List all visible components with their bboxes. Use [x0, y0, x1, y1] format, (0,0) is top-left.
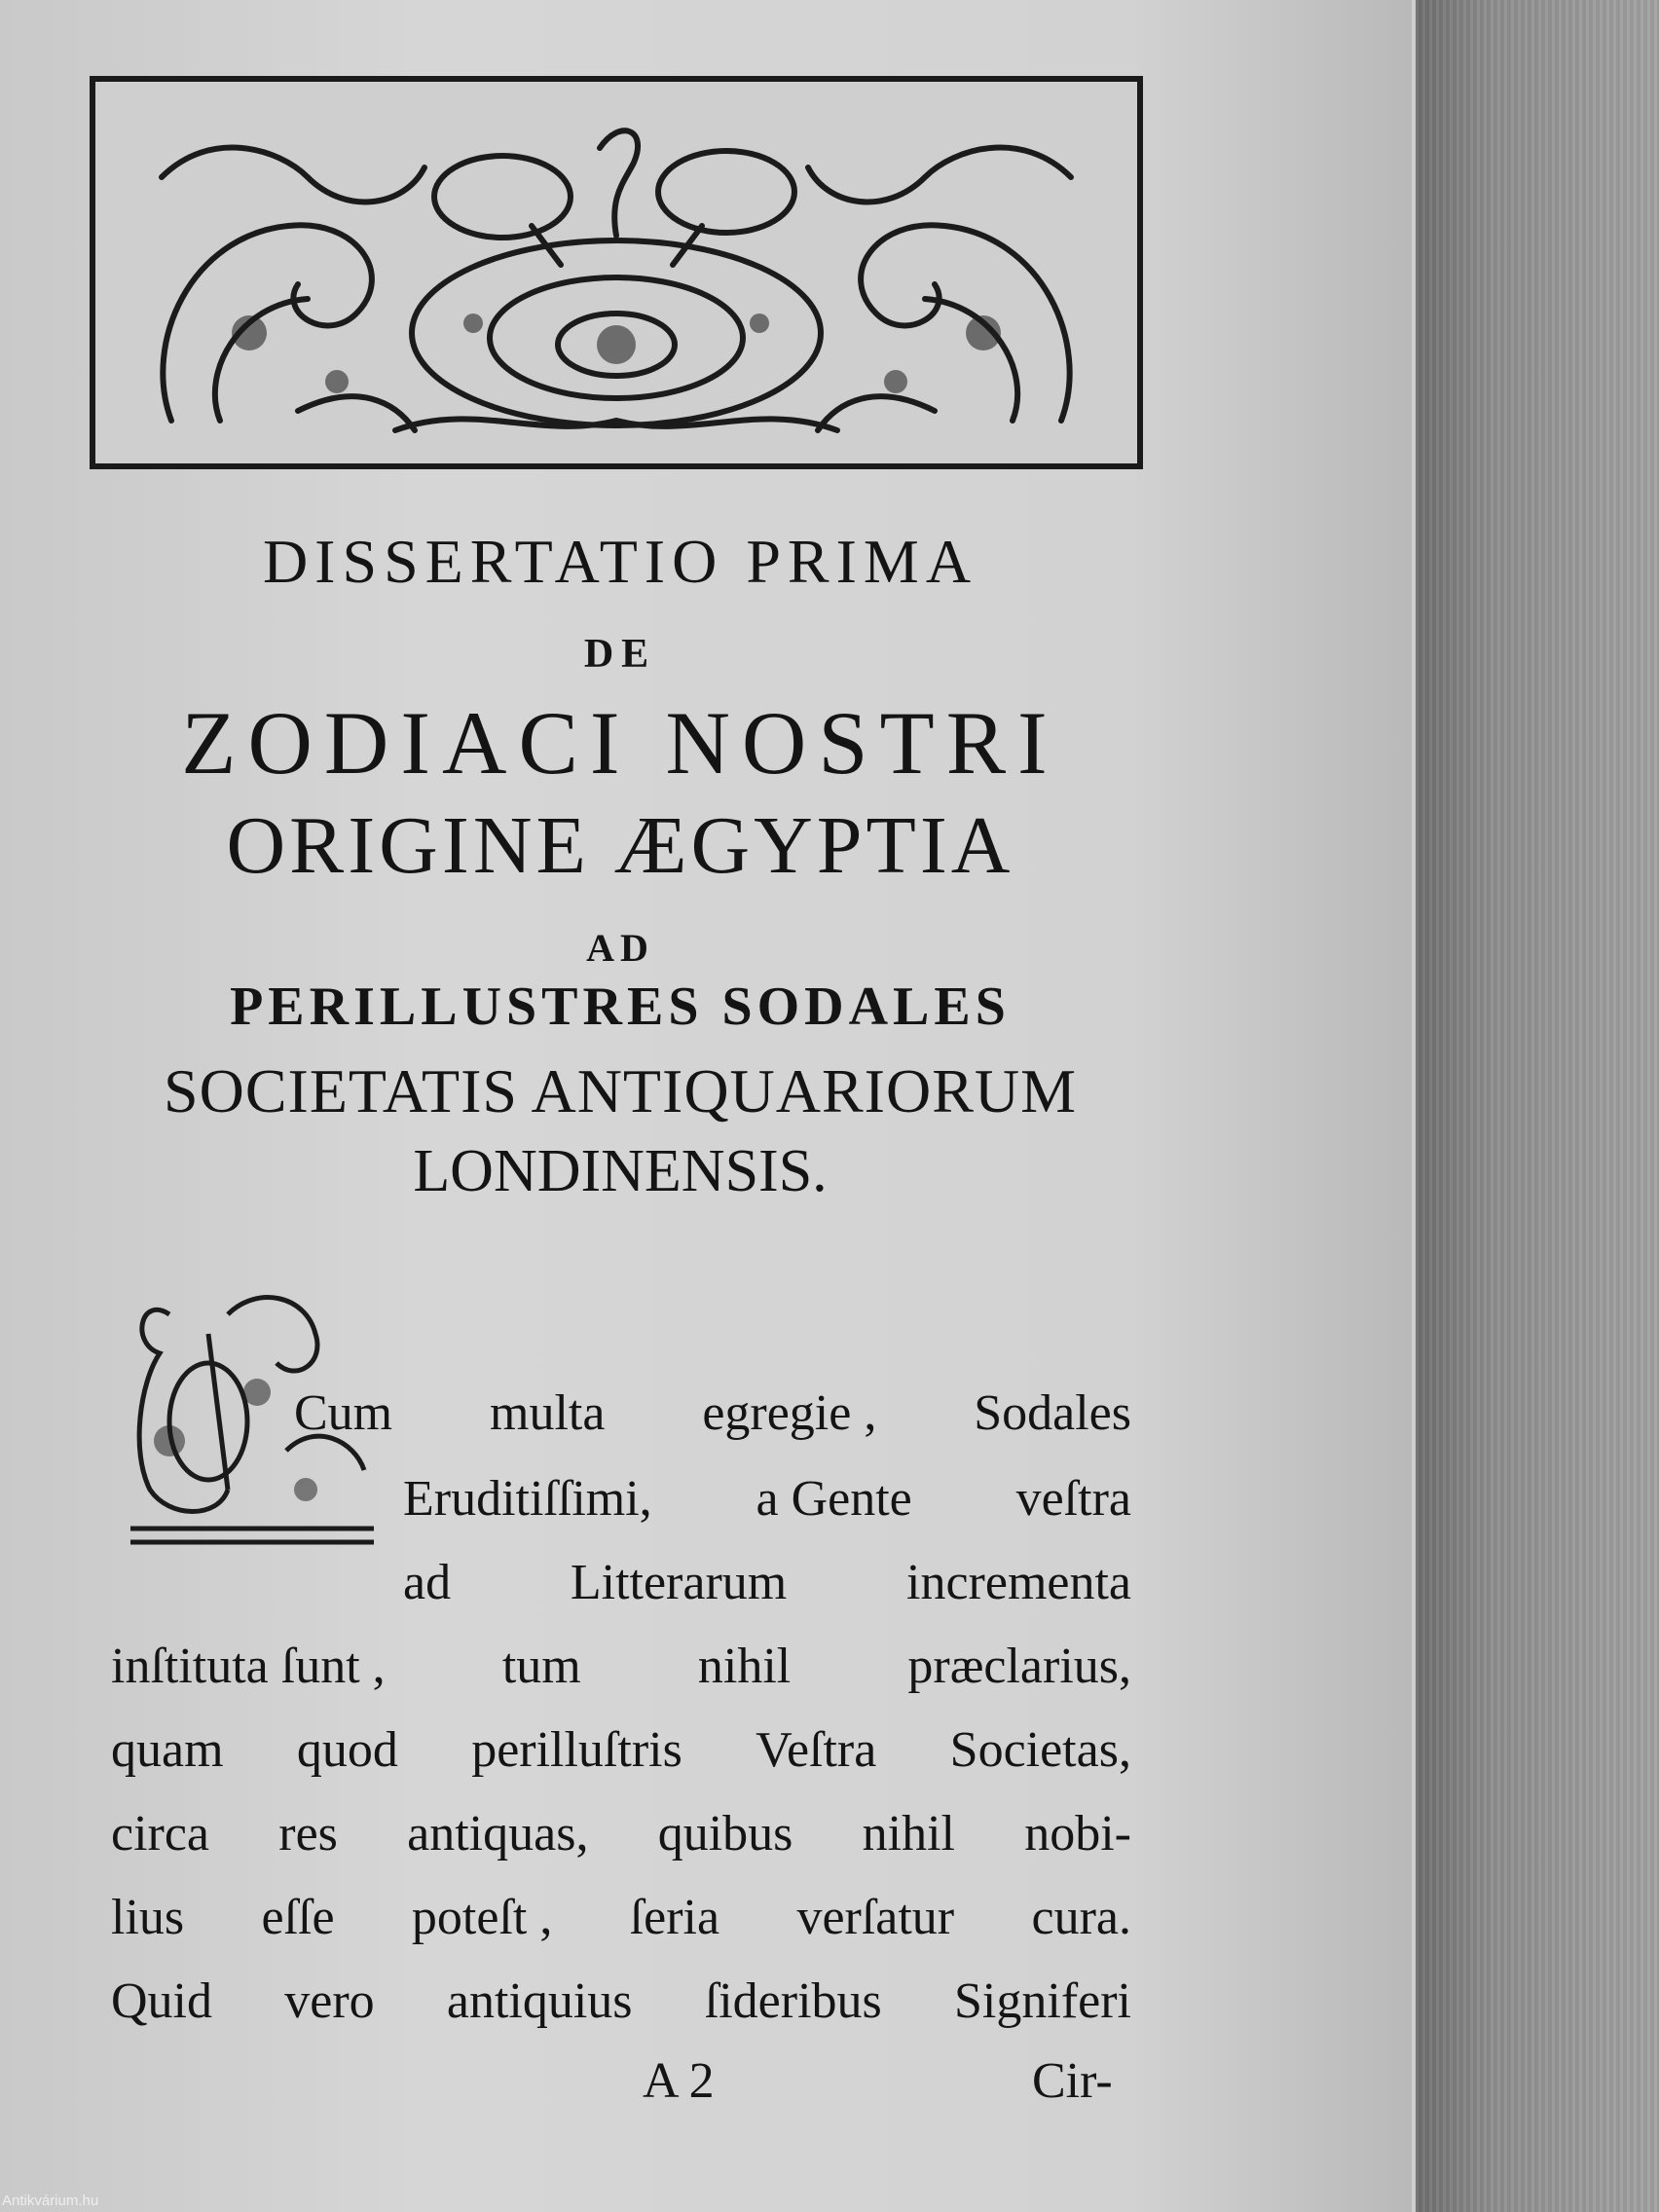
ornamental-headpiece [90, 76, 1143, 469]
title-societatis-antiquariorum: SOCIETATIS ANTIQUARIORUM [164, 1056, 1077, 1125]
title-dissertatio-prima: DISSERTATIO PRIMA [262, 527, 978, 596]
rococo-ornament-icon [103, 90, 1129, 456]
text-line: Cum multa egregie , Sodales [294, 1385, 1131, 1441]
watermark: Antikvárium.hu [2, 2193, 99, 2209]
text-line: lius eſſe poteſt , ſeria verſatur cura. [111, 1890, 1131, 1945]
text-line: ad Litterarum incrementa [403, 1555, 1131, 1610]
catchword: Cir- [1032, 2053, 1113, 2109]
text-line: Eruditiſſimi, a Gente veſtra [403, 1471, 1131, 1527]
signature-mark: A 2 [643, 2053, 715, 2109]
title-origine-aegyptia: ORIGINE ÆGYPTIA [226, 800, 1014, 891]
facing-page-edge [1412, 0, 1659, 2212]
title-de: DE [583, 632, 657, 677]
title-londinensis: LONDINENSIS. [413, 1138, 828, 1204]
text-line: Quid vero antiquius ſideribus Signiferi [111, 1973, 1131, 2029]
text-line: inſtituta ſunt , tum nihil præclarius, [111, 1639, 1131, 1694]
text-line: circa res antiquas, quibus nihil nobi- [111, 1806, 1131, 1862]
title-ad: AD [586, 926, 654, 970]
title-perillustres-sodales: PERILLUSTRES SODALES [230, 977, 1011, 1037]
text-line: quam quod perilluſtris Veſtra Societas, [111, 1722, 1131, 1778]
title-zodiaci-nostri: ZODIACI NOSTRI [181, 693, 1059, 793]
